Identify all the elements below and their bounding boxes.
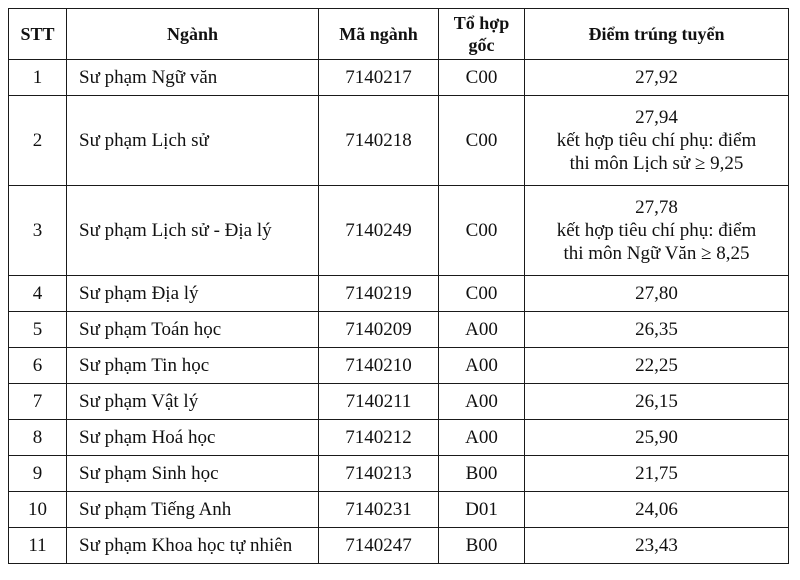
cell-diem: 26,15 bbox=[525, 384, 789, 420]
table-row bbox=[9, 456, 789, 492]
cell-stt: 9 bbox=[9, 456, 67, 492]
table-row bbox=[9, 348, 789, 384]
table-row bbox=[9, 420, 789, 456]
cell-to-hop: A00 bbox=[439, 384, 525, 420]
cell-nganh: Sư phạm Toán học bbox=[67, 312, 319, 348]
table-row bbox=[9, 60, 789, 96]
cell-diem: 27,92 bbox=[525, 60, 789, 96]
header-to-hop-goc bbox=[439, 9, 525, 60]
cell-stt: 2 bbox=[9, 96, 67, 186]
cell-to-hop: B00 bbox=[439, 456, 525, 492]
cell-diem bbox=[525, 96, 789, 186]
score-note-line1: kết hợp tiêu chí phụ: điểm bbox=[556, 130, 757, 151]
cell-stt: 5 bbox=[9, 312, 67, 348]
table-row bbox=[9, 492, 789, 528]
score-note-line2: thi môn Ngữ Văn ≥ 8,25 bbox=[563, 243, 750, 264]
cell-nganh: Sư phạm Địa lý bbox=[67, 276, 319, 312]
table-row bbox=[9, 186, 789, 276]
cell-diem: 22,25 bbox=[525, 348, 789, 384]
cell-to-hop: D01 bbox=[439, 492, 525, 528]
cell-to-hop: C00 bbox=[439, 276, 525, 312]
score-value: 27,78 bbox=[635, 197, 678, 218]
header-stt: STT bbox=[9, 9, 67, 60]
cell-ma-nganh: 7140212 bbox=[319, 420, 439, 456]
cell-nganh: Sư phạm Hoá học bbox=[67, 420, 319, 456]
cell-stt: 6 bbox=[9, 348, 67, 384]
cell-ma-nganh: 7140249 bbox=[319, 186, 439, 276]
header-to-hop-line1: Tổ hợp bbox=[453, 13, 510, 33]
cell-ma-nganh: 7140247 bbox=[319, 528, 439, 564]
cell-ma-nganh: 7140231 bbox=[319, 492, 439, 528]
cell-to-hop: C00 bbox=[439, 60, 525, 96]
admission-scores-table-container bbox=[8, 8, 789, 564]
cell-to-hop: B00 bbox=[439, 528, 525, 564]
score-note-line1: kết hợp tiêu chí phụ: điểm bbox=[556, 220, 757, 241]
table-row bbox=[9, 276, 789, 312]
cell-ma-nganh: 7140219 bbox=[319, 276, 439, 312]
cell-stt: 11 bbox=[9, 528, 67, 564]
cell-stt: 10 bbox=[9, 492, 67, 528]
cell-diem: 21,75 bbox=[525, 456, 789, 492]
cell-to-hop: C00 bbox=[439, 96, 525, 186]
cell-diem: 23,43 bbox=[525, 528, 789, 564]
cell-to-hop: A00 bbox=[439, 420, 525, 456]
cell-stt: 1 bbox=[9, 60, 67, 96]
cell-ma-nganh: 7140213 bbox=[319, 456, 439, 492]
score-note-line2: thi môn Lịch sử ≥ 9,25 bbox=[569, 153, 744, 174]
cell-stt: 8 bbox=[9, 420, 67, 456]
cell-diem: 25,90 bbox=[525, 420, 789, 456]
cell-diem bbox=[525, 186, 789, 276]
score-value: 27,94 bbox=[635, 107, 678, 128]
header-row bbox=[9, 9, 789, 60]
cell-to-hop: A00 bbox=[439, 348, 525, 384]
cell-nganh: Sư phạm Lịch sử - Địa lý bbox=[67, 186, 319, 276]
cell-diem: 27,80 bbox=[525, 276, 789, 312]
table-row bbox=[9, 384, 789, 420]
cell-ma-nganh: 7140209 bbox=[319, 312, 439, 348]
cell-nganh: Sư phạm Tin học bbox=[67, 348, 319, 384]
cell-nganh: Sư phạm Khoa học tự nhiên bbox=[67, 528, 319, 564]
table-row bbox=[9, 96, 789, 186]
header-diem-trung-tuyen: Điểm trúng tuyển bbox=[525, 9, 789, 60]
cell-nganh: Sư phạm Vật lý bbox=[67, 384, 319, 420]
cell-stt: 3 bbox=[9, 186, 67, 276]
cell-to-hop: A00 bbox=[439, 312, 525, 348]
cell-ma-nganh: 7140218 bbox=[319, 96, 439, 186]
cell-ma-nganh: 7140211 bbox=[319, 384, 439, 420]
cell-nganh: Sư phạm Lịch sử bbox=[67, 96, 319, 186]
cell-ma-nganh: 7140210 bbox=[319, 348, 439, 384]
cell-diem: 24,06 bbox=[525, 492, 789, 528]
table-row bbox=[9, 312, 789, 348]
admission-scores-table bbox=[8, 8, 789, 564]
table-row bbox=[9, 528, 789, 564]
cell-stt: 7 bbox=[9, 384, 67, 420]
table-body bbox=[9, 60, 789, 564]
cell-ma-nganh: 7140217 bbox=[319, 60, 439, 96]
cell-to-hop: C00 bbox=[439, 186, 525, 276]
cell-nganh: Sư phạm Sinh học bbox=[67, 456, 319, 492]
cell-nganh: Sư phạm Ngữ văn bbox=[67, 60, 319, 96]
header-nganh: Ngành bbox=[67, 9, 319, 60]
cell-stt: 4 bbox=[9, 276, 67, 312]
cell-diem: 26,35 bbox=[525, 312, 789, 348]
header-ma-nganh: Mã ngành bbox=[319, 9, 439, 60]
header-to-hop-line2: gốc bbox=[468, 35, 495, 55]
cell-nganh: Sư phạm Tiếng Anh bbox=[67, 492, 319, 528]
